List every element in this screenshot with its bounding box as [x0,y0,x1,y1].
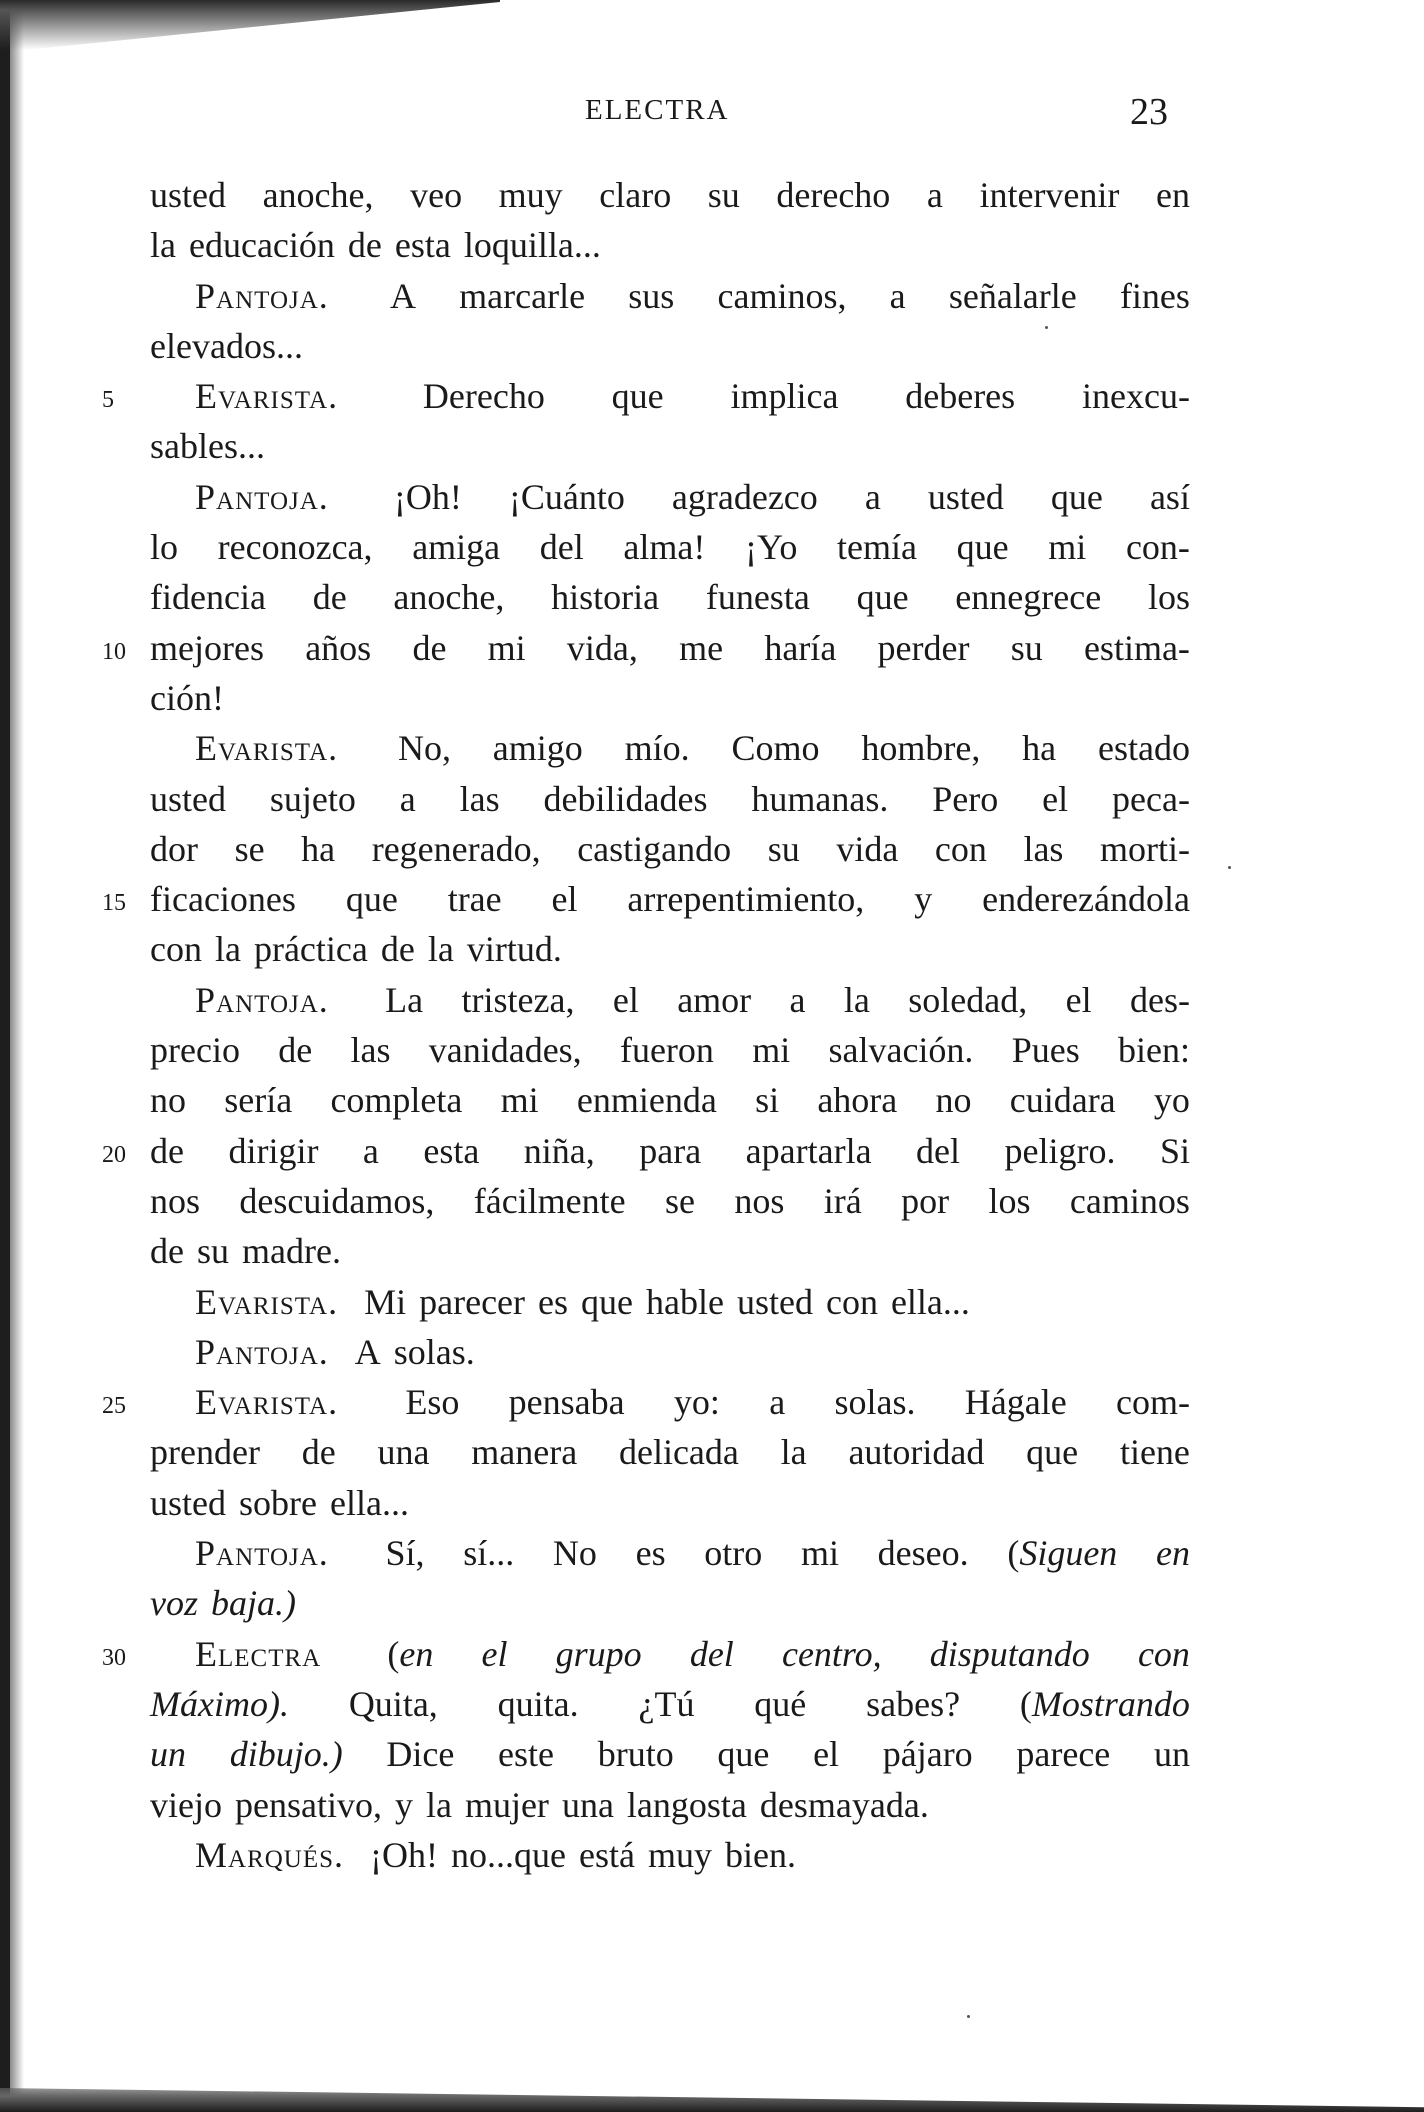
speaker-name: Electra [195,1633,322,1674]
text-line [150,271,1190,321]
text-word: fueron [619,1030,714,1071]
text-word: enmienda [576,1080,717,1121]
text-word: el [813,1734,840,1775]
text-word: soledad, [908,979,1028,1020]
text-word: fines [1119,275,1190,316]
text-line [150,975,1190,1025]
text-line [150,170,1190,220]
speaker-name: Marqués. [195,1834,345,1875]
text-word: estima- [1083,627,1190,668]
text-word: no [935,1080,972,1121]
stage-direction-word: centro, [781,1633,882,1674]
text-word: completa [330,1080,463,1121]
text-word: una [561,1784,614,1825]
text-word: deseo. [877,1533,969,1574]
text-word: hombre, [861,728,981,769]
text-word: amor [677,979,752,1020]
text-word: a [889,275,906,316]
text-word: historia [551,577,660,618]
text-word: el [1042,778,1069,819]
text-word: mujer [464,1784,549,1825]
text-line [150,774,1190,824]
text-word: este [498,1734,555,1775]
text-word: que [1050,476,1103,517]
text-word: vanidades, [428,1030,582,1071]
text-line [150,1830,1190,1880]
text-word: su [707,175,740,215]
text-word: el [612,979,639,1020]
text-word: me [679,627,724,668]
text-word: sí... [463,1533,515,1574]
scan-speck [1228,866,1231,869]
text-word: los [988,1180,1031,1221]
page-number: 23 [1130,91,1168,133]
text-word: solas. [393,1331,475,1372]
text-word: dirigir [228,1130,319,1171]
text-word: loquilla... [463,225,601,266]
text-word: agradezco [671,476,818,517]
text-word: de [380,929,415,970]
stage-direction-word: disputando [929,1633,1090,1674]
text-word: en [1155,175,1190,215]
text-word: que [956,527,1009,568]
text-word: Sí, [385,1533,425,1574]
text-word: Hágale [964,1382,1067,1423]
text-line [150,321,1190,371]
text-word: funesta [705,577,810,618]
text-word: ennegrece [955,577,1102,618]
text-word: humanas. [751,778,889,819]
text-word: langosta [626,1784,747,1825]
text-word: yo [1153,1080,1190,1121]
text-word: por [901,1180,950,1221]
text-word: sus [628,275,675,316]
text-word: irá [823,1180,862,1221]
text-word: del [916,1130,961,1171]
text-line [150,1427,1190,1477]
text-word: las [1023,828,1064,869]
text-word: las [459,778,500,819]
text-word: la [427,929,454,970]
text-word: manera [471,1432,578,1473]
text-word: marcarle [459,275,586,316]
text-word: trae [447,879,502,920]
text-word: pensaba [508,1382,625,1423]
text-word: ción! [150,677,224,718]
dialogue-text-block [102,170,1190,1880]
text-word: práctica [253,929,368,970]
text-word: ella... [890,1281,970,1322]
text-word: anoche, [393,577,505,618]
text-word: Eso [405,1382,460,1423]
text-fragment: ). [267,1683,289,1724]
text-word: es [538,1281,569,1322]
stage-direction-word: del [689,1633,734,1674]
text-line [150,1277,1190,1327]
stage-direction-word: grupo [555,1633,642,1674]
text-word: un [1153,1734,1190,1775]
text-word: alma! [623,527,706,568]
text-word: señalarle [948,275,1077,316]
text-word: morti- [1100,828,1190,869]
text-word: no...que [451,1834,566,1875]
text-word: se [234,828,265,869]
text-word: ¡Oh! [393,476,462,517]
text-word: inexcu- [1081,376,1190,417]
text-word: cuidara [1009,1080,1116,1121]
text-word: sobre [239,1482,317,1523]
text-word: Pero [932,778,999,819]
text-word: amiga [412,527,501,568]
text-word: parece [1016,1734,1111,1775]
text-word: descuidamos, [239,1180,435,1221]
text-line [102,1126,1190,1176]
text-line [150,824,1190,874]
text-word: Si [1159,1130,1190,1171]
text-line [102,371,1190,421]
text-word: castigando [577,828,732,869]
text-word: a [789,979,806,1020]
speaker-name: Evarista. [195,1382,339,1423]
text-word: ha [1022,728,1057,769]
stage-direction-word: un [150,1734,186,1775]
stage-direction-word: dibujo.) [229,1734,343,1775]
line-number: 5 [102,387,114,414]
text-word: La [385,979,424,1020]
text-word: su [196,1231,229,1272]
text-word: reconozca, [217,527,373,568]
text-word: muy [498,175,563,215]
speaker-name: Pantoja. [195,1533,329,1574]
text-word: educación [188,225,335,266]
text-word: ¡Cuánto [508,476,625,517]
text-line [150,673,1190,723]
text-word: peca- [1112,778,1190,819]
text-word: bruto [597,1734,674,1775]
text-line [150,1478,1190,1528]
scan-speck [967,2015,970,2018]
text-line [150,1578,1190,1628]
text-word: precio [150,1030,240,1071]
text-line [102,1629,1190,1679]
text-word: pensativo, [234,1784,382,1825]
text-word: apartarla [745,1130,872,1171]
stage-direction-word: el [481,1633,508,1674]
text-word: que [581,1281,633,1322]
text-word: mi [1048,527,1087,568]
text-word: (en [387,1633,434,1674]
text-word: fácilmente [473,1180,626,1221]
text-line [150,1780,1190,1830]
text-word: elevados... [150,325,303,366]
text-word: los [1147,577,1190,618]
text-word: vida [836,828,899,869]
text-word: mi [752,1030,791,1071]
text-word: No [552,1533,597,1574]
text-word: ficaciones [150,879,296,920]
text-word: mi [487,627,526,668]
text-word: temía [837,527,918,568]
text-line [150,1226,1190,1276]
text-word: parecer [419,1281,526,1322]
text-word: tiene [1119,1432,1190,1473]
scan-speck [1045,326,1048,329]
text-line [102,623,1190,673]
text-word: enderezándola [982,879,1190,920]
text-word: madre. [242,1231,341,1272]
text-word: años [305,627,372,668]
stage-direction-word: baja.) [211,1583,297,1624]
text-word: con [150,929,202,970]
text-word: Derecho [422,376,545,417]
text-word: de [347,225,382,266]
stage-direction-word: en [1156,1533,1190,1574]
text-word: niña, [523,1130,595,1171]
text-word: salvación. [828,1030,974,1071]
text-word: com- [1115,1382,1190,1423]
text-word: anoche, [262,175,374,215]
text-line [150,1075,1190,1125]
text-word: (Siguen [1007,1533,1118,1574]
speaker-name: Evarista. [195,376,339,417]
text-word: de [301,1432,336,1473]
text-word: de [412,627,447,668]
text-word: Quita, [348,1683,438,1724]
text-word: desmayada. [759,1784,929,1825]
text-word: Mi [364,1281,407,1322]
text-word: usted [150,778,226,819]
text-word: a [926,175,943,215]
text-word: usted [150,1482,226,1523]
text-word: caminos, [717,275,847,316]
text-line [102,874,1190,924]
text-fragment: ) [284,1583,297,1624]
text-line [150,1327,1190,1377]
text-word: A [354,1331,381,1372]
text-word: des- [1129,979,1190,1020]
text-word: deberes [905,376,1016,417]
text-word: es [635,1533,666,1574]
text-word: no [150,1080,186,1121]
text-word: intervenir [979,175,1120,215]
line-number: 10 [102,638,126,665]
text-word: de [150,1231,184,1272]
text-word: otro [704,1533,763,1574]
text-word: veo [410,175,463,215]
text-word: sujeto [269,778,356,819]
text-word: a [362,1130,379,1171]
line-number: 15 [102,890,126,917]
text-word: Dice [386,1734,455,1775]
text-word: peligro. [1004,1130,1116,1171]
text-word: nos [150,1180,201,1221]
text-word: que [1026,1432,1079,1473]
text-word: bien: [1117,1030,1190,1071]
text-fragment: Siguen [1019,1533,1118,1574]
text-word: mío. [624,728,690,769]
text-line [150,1176,1190,1226]
text-word: el [1065,979,1092,1020]
text-word: una [377,1432,430,1473]
text-word: con [825,1281,878,1322]
text-word: a [399,778,416,819]
text-word: así [1149,476,1190,517]
text-word: ha [301,828,336,869]
line-number: 20 [102,1141,126,1168]
text-word: implica [730,376,839,417]
text-word: la [425,1784,452,1825]
text-word: tristeza, [461,979,575,1020]
text-word: debilidades [543,778,708,819]
line-number: 25 [102,1393,126,1420]
text-word: Como [731,728,820,769]
text-word: sería [224,1080,293,1121]
text-line [150,924,1190,974]
text-word: esta [423,1130,480,1171]
text-word: con [934,828,987,869]
text-word: y [394,1784,413,1825]
text-word: para [639,1130,702,1171]
text-line [150,220,1190,270]
text-word: que [856,577,909,618]
text-word: regenerado, [371,828,541,869]
text-word: virtud. [466,929,562,970]
text-line [102,1377,1190,1427]
text-word: (Mostrando [1019,1683,1190,1724]
text-line [150,1679,1190,1729]
scan-edge-left-shadow [10,0,24,2112]
text-word: usted [150,175,226,215]
text-word: sabes? [866,1683,961,1724]
stage-direction-word: voz [150,1583,198,1624]
text-word: su [767,828,800,869]
text-word: A [389,275,416,316]
text-word: a [864,476,881,517]
text-word: que [345,879,398,920]
text-word: ¡Yo [745,527,798,568]
text-word: derecho [776,175,891,215]
text-word: mi [800,1533,839,1574]
text-word: qué [754,1683,807,1724]
text-word: a [769,1382,786,1423]
text-word: bien. [724,1834,796,1875]
scan-edge-top [0,0,500,50]
text-word: prender [150,1432,260,1473]
text-fragment: Mostrando [1031,1683,1190,1724]
text-word: de [312,577,347,618]
text-word: esta [394,225,451,266]
text-word: dor [150,828,198,869]
text-word: las [350,1030,391,1071]
text-line [150,1025,1190,1075]
text-line [150,572,1190,622]
text-line [150,1729,1190,1779]
text-word: solas. [834,1382,916,1423]
text-word: ¿Tú [638,1683,695,1724]
text-line [150,1528,1190,1578]
text-word: muy [647,1834,712,1875]
text-word: la [150,225,176,266]
text-word: estado [1097,728,1190,769]
text-word: claro [599,175,672,215]
running-title: ELECTRA [585,94,730,126]
text-word: la [843,979,870,1020]
speaker-name: Evarista. [195,1281,339,1322]
text-word: arrepentimiento, [627,879,865,920]
text-word: perder [877,627,970,668]
text-word: está [579,1834,635,1875]
text-word: sables... [150,426,265,467]
text-word: ella... [329,1482,409,1523]
text-line [150,472,1190,522]
text-word: que [611,376,664,417]
text-word: pájaro [882,1734,973,1775]
text-word: vida, [566,627,638,668]
text-word: la [214,929,241,970]
text-line [150,522,1190,572]
text-word: mi [500,1080,539,1121]
text-word: se [665,1180,696,1221]
speaker-name: Pantoja. [195,1331,329,1372]
text-line [150,723,1190,773]
text-word: yo: [673,1382,720,1423]
text-word: autoridad [848,1432,985,1473]
scan-edge-left [0,0,10,2112]
text-word: Pues [1011,1030,1080,1071]
text-word: la [780,1432,807,1473]
text-word: el [551,879,578,920]
text-line [150,421,1190,471]
text-word: su [1010,627,1043,668]
stage-direction-word: Máximo). [150,1683,289,1724]
stage-direction-word: con [1137,1633,1190,1674]
speaker-name: Pantoja. [195,979,329,1020]
text-word: de [150,1130,184,1171]
text-word: y [914,879,933,920]
text-word: del [539,527,584,568]
scan-edge-bottom [0,2072,1424,2112]
speaker-name: Evarista. [195,728,339,769]
text-word: ahora [817,1080,898,1121]
text-word: haría [764,627,837,668]
text-word: caminos [1069,1180,1190,1221]
text-word: nos [734,1180,785,1221]
text-word: ¡Oh! [370,1834,439,1875]
text-word: amigo [492,728,583,769]
text-word: lo [150,527,179,568]
speaker-name: Pantoja. [195,476,329,517]
running-head [0,90,1424,140]
text-word: viejo [150,1784,222,1825]
text-word: mejores [150,627,264,668]
text-fragment: ) [330,1734,343,1775]
text-word: usted [736,1281,813,1322]
text-word: hable [646,1281,724,1322]
text-word: con- [1125,527,1190,568]
speaker-name: Pantoja. [195,275,329,316]
text-word: quita. [497,1683,579,1724]
text-word: si [755,1080,780,1121]
line-number: 30 [102,1644,126,1671]
text-word: usted [927,476,1004,517]
text-word: de [278,1030,313,1071]
text-word: delicada [618,1432,739,1473]
text-word: fidencia [150,577,266,618]
text-fragment: en [399,1633,434,1674]
text-word: que [717,1734,770,1775]
text-word: No, [397,728,451,769]
